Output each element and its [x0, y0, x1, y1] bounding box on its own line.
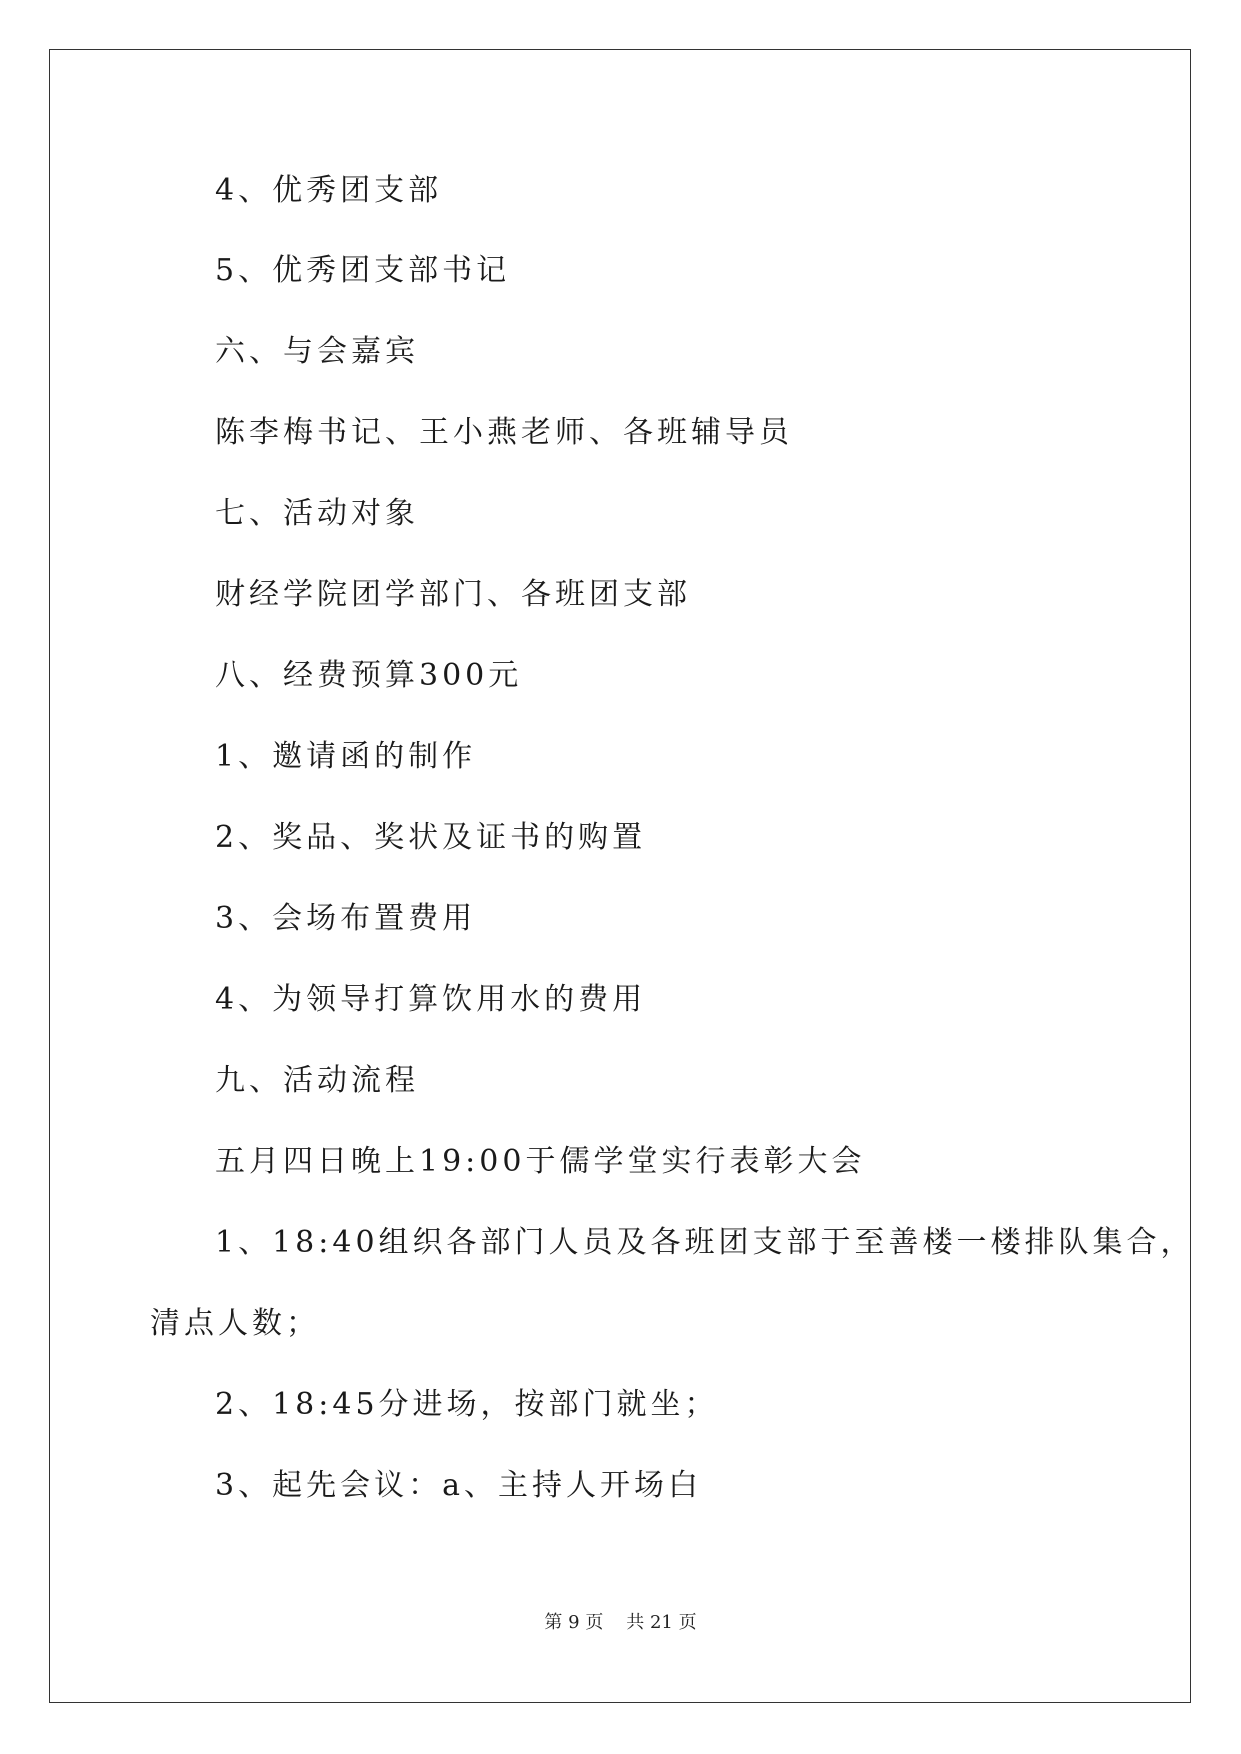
paragraph: 陈李梅书记、王小燕老师、各班辅导员: [215, 415, 793, 450]
list-item: 2、奖品、奖状及证书的购置: [215, 820, 647, 855]
paragraph-continuation: 清点人数；: [150, 1306, 320, 1341]
list-item: 1、18:40组织各部门人员及各班团支部于至善楼一楼排队集合，: [215, 1225, 1195, 1260]
paragraph: 五月四日晚上19:00于儒学堂实行表彰大会: [215, 1144, 866, 1179]
section-heading: 六、与会嘉宾: [215, 334, 419, 369]
section-heading: 七、活动对象: [215, 496, 419, 531]
page-number: 第 9 页: [544, 1612, 604, 1633]
page-total: 共 21 页: [626, 1612, 697, 1633]
list-item: 3、会场布置费用: [215, 901, 477, 936]
list-item: 1、邀请函的制作: [215, 739, 477, 774]
list-item: 5、优秀团支部书记: [215, 253, 511, 288]
list-item: 3、起先会议：a、主持人开场白: [215, 1468, 702, 1503]
paragraph: 财经学院团学部门、各班团支部: [215, 577, 691, 612]
list-item: 4、为领导打算饮用水的费用: [215, 982, 647, 1017]
page-border: [49, 49, 1191, 1703]
section-heading: 九、活动流程: [215, 1063, 419, 1098]
section-heading: 八、经费预算300元: [215, 658, 523, 693]
list-item: 2、18:45分进场，按部门就坐；: [215, 1387, 719, 1422]
list-item: 4、优秀团支部: [215, 173, 443, 208]
page-footer: [0, 1608, 1241, 1634]
